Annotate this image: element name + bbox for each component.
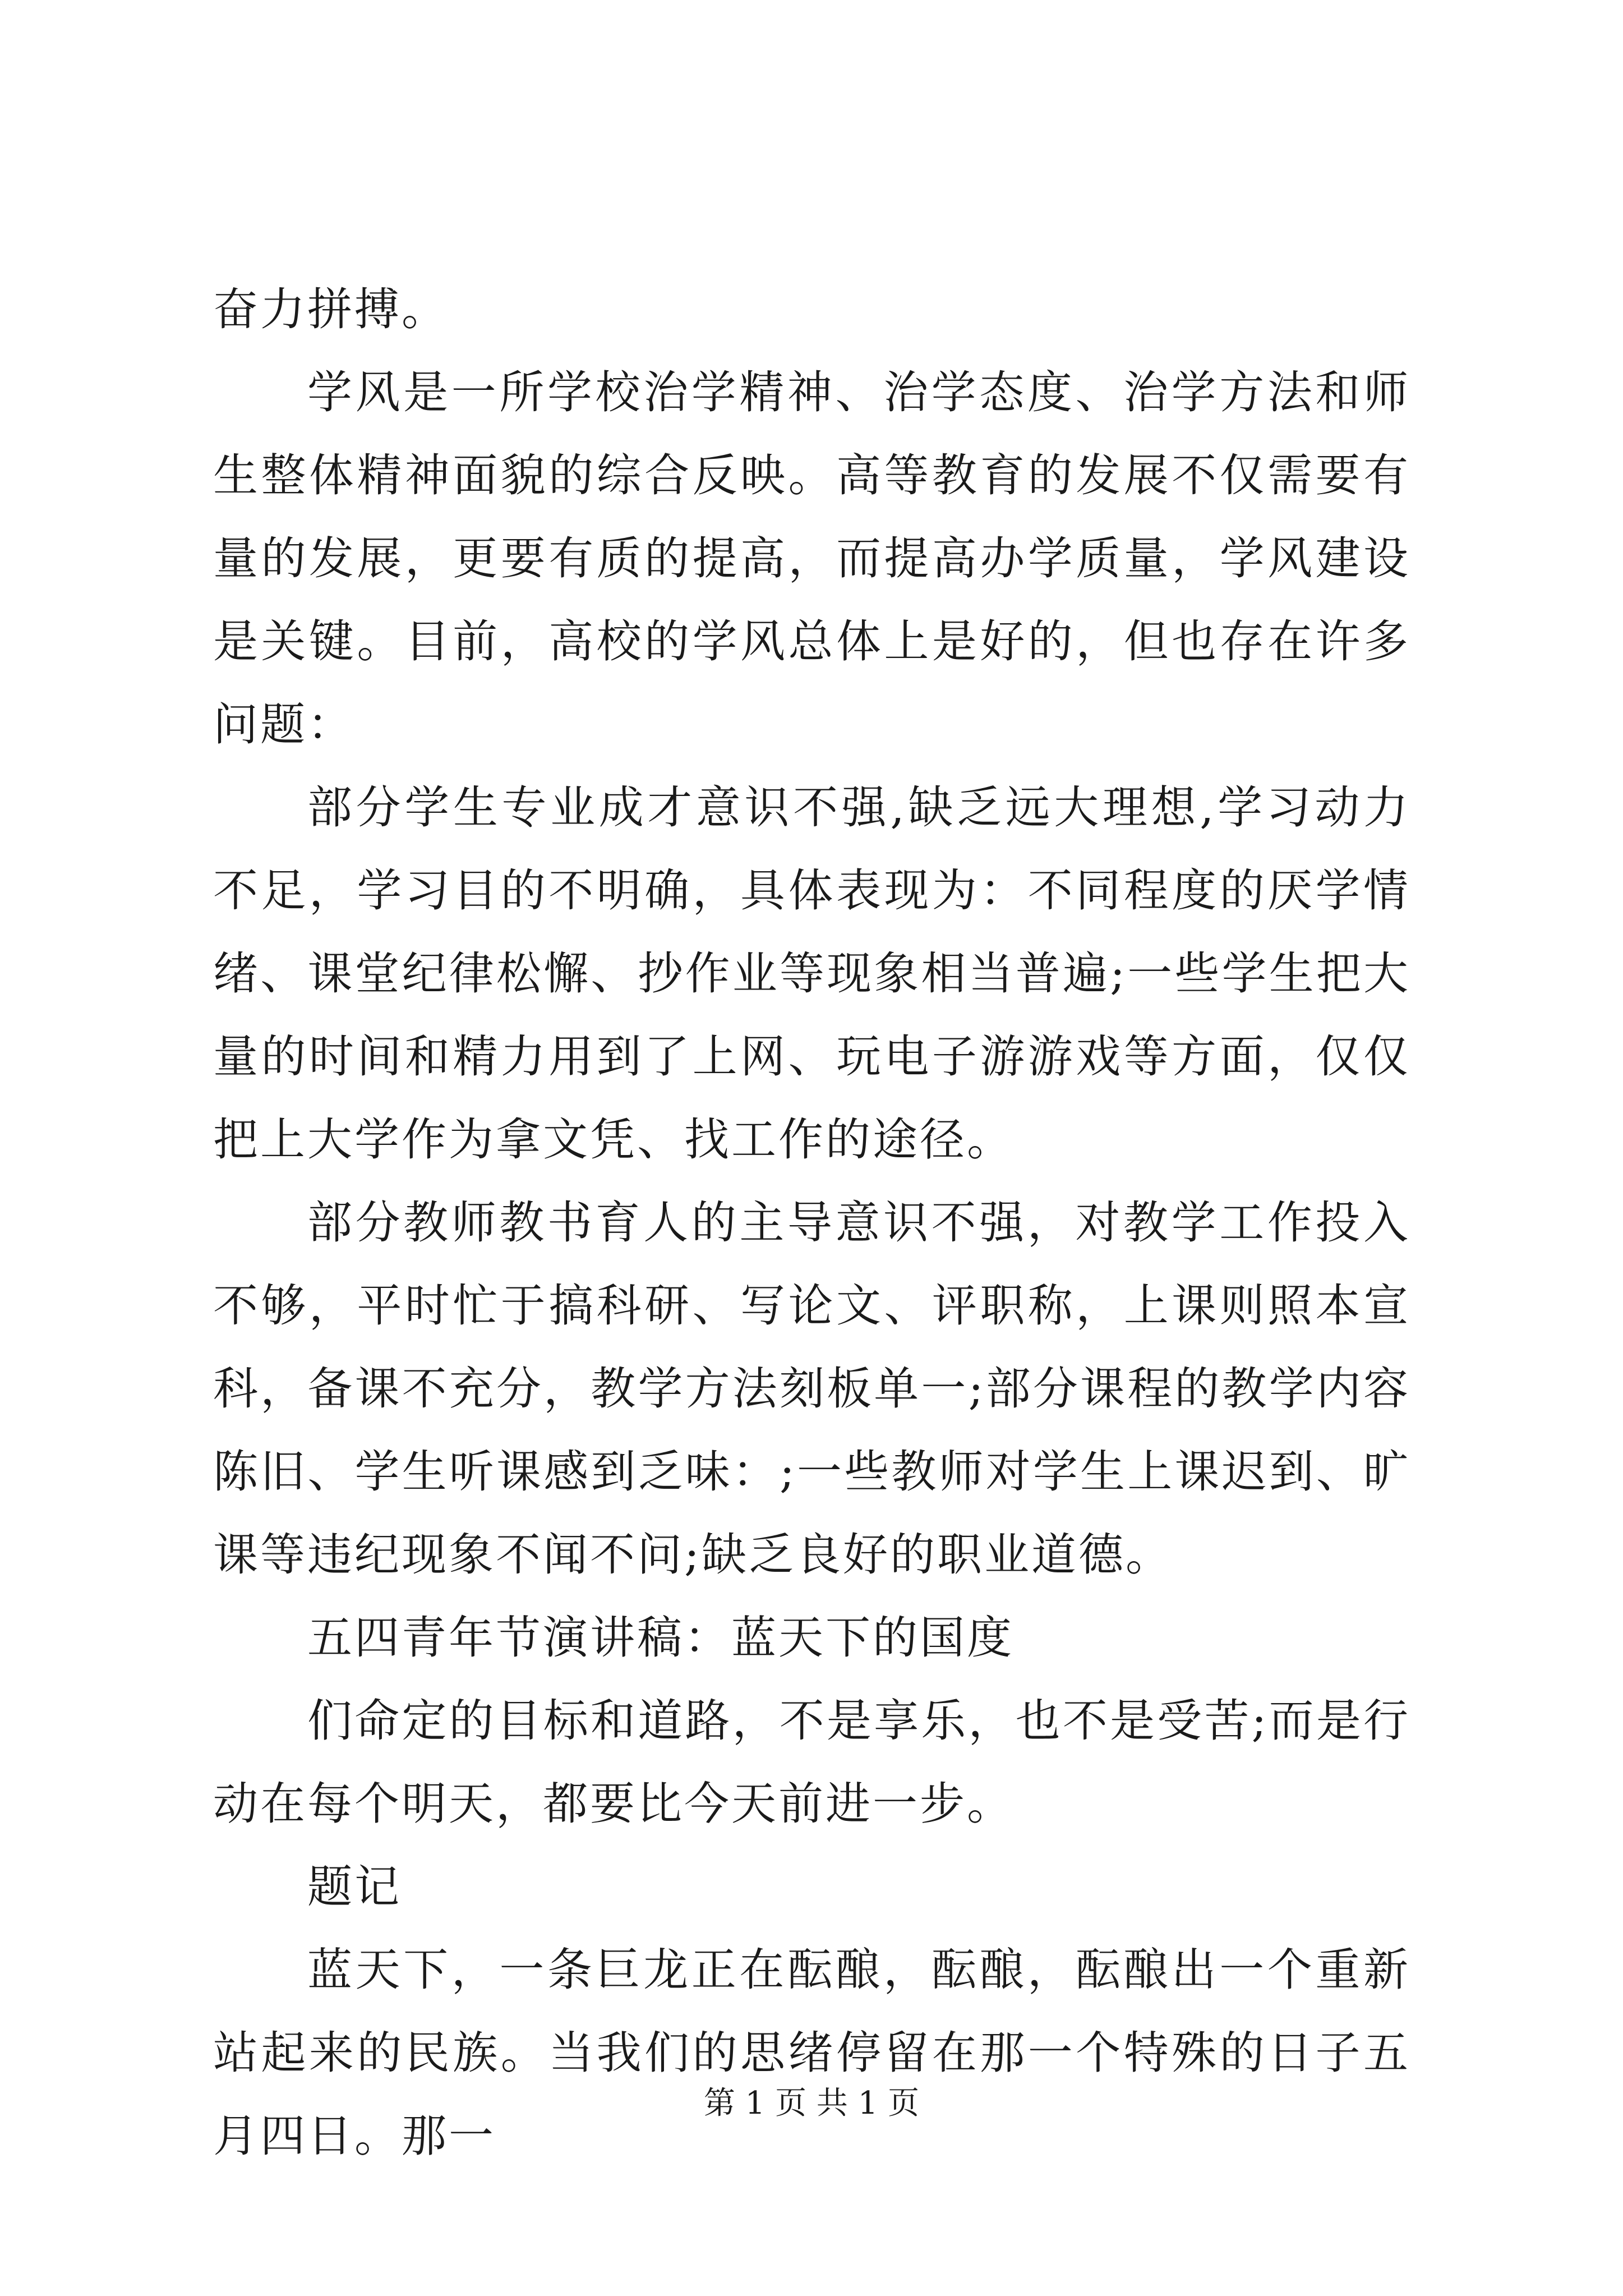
paragraph-study-style: 学风是一所学校治学精神、治学态度、治学方法和师生整体精神面貌的综合反映。高等教育的发展不仅需要有量的发展，更要有质的提高，而提高办学质量，学风建设是关键。目前，高校的学风总体上是好的，但也存在许多问题： [213, 366, 1410, 751]
document-body [213, 268, 1410, 2178]
speech-title: 五四青年节演讲稿：蓝天下的国度 [307, 1612, 1014, 1664]
page-footer: 第 1 页 共 1 页 [703, 2085, 920, 2122]
paragraph-students: 部分学生专业成才意识不强,缺乏远大理想,学习动力不足，学习目的不明确，具体表现为：不同程度的厌学情绪、课堂纪律松懈、抄作业等现象相当普遍;一些学生把大量的时间和精力用到了上网、玩电子游游戏等方面，仅仅把上大学作为拿文凭、找工作的途径。 [213, 781, 1410, 1166]
epigraph-label: 题记 [307, 1861, 402, 1913]
paragraph-continuation: 奋力拼搏。 [213, 283, 449, 335]
paragraph-epigraph: 们命定的目标和道路，不是享乐，也不是受苦;而是行动在每个明天，都要比今天前进一步。 [213, 1695, 1410, 1830]
paragraph-teachers: 部分教师教书育人的主导意识不强，对教学工作投入不够，平时忙于搞科研、写论文、评职称，上课则照本宣科，备课不充分，教学方法刻板单一;部分课程的教学内容陈旧、学生听课感到乏味：;一些教师对学生上课迟到、旷课等违纪现象不闻不问;缺乏良好的职业道德。 [213, 1197, 1410, 1581]
paragraph-blue-sky: 蓝天下，一条巨龙正在酝酿，酝酿，酝酿出一个重新站起来的民族。当我们的思绪停留在那一个特殊的日子五月四日。那一 [213, 1944, 1410, 2162]
